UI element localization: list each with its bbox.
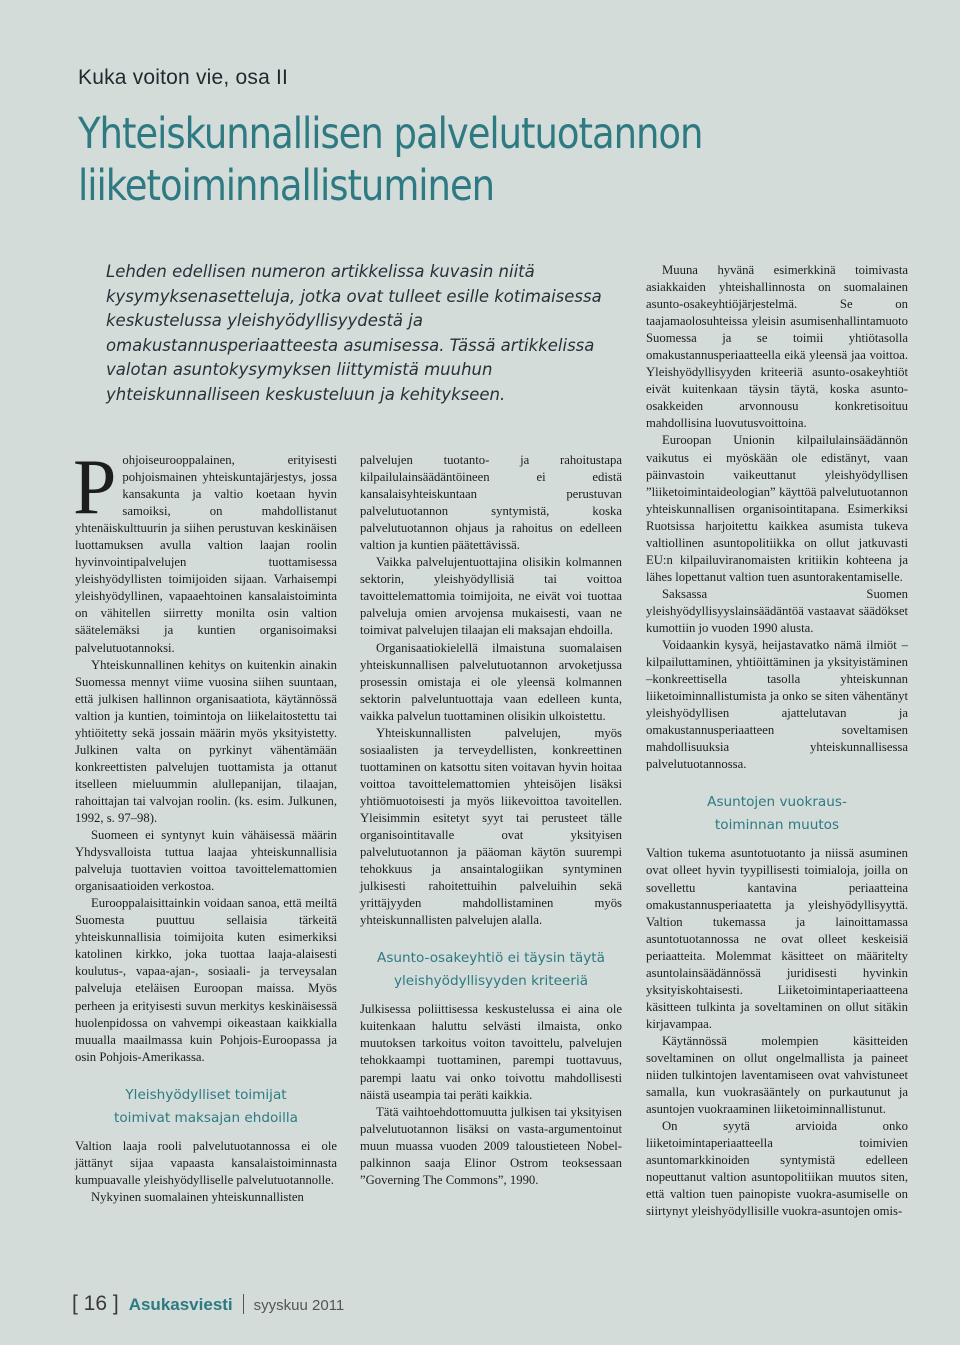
subheading-line: toimivat maksajan ehdoilla [114, 1109, 298, 1126]
page-footer [72, 1292, 344, 1316]
paragraph: palvelujen tuotanto- ja rahoitustapa kilpailulainsäädäntöineen ei edistä kansalaisyhteiskuntaan perustuvan palvelutuotannon syntymistä, koska palvelutuotannon ohjaus ja rahoitus on edelleen valtion ja kuntien päätettävissä. [360, 453, 622, 553]
drop-cap: P [73, 443, 117, 530]
title-line-1: Yhteiskunnallisen palvelutuotannon [78, 109, 703, 159]
subheading [360, 947, 622, 993]
column-2 [360, 452, 622, 1189]
paragraph: Yhteiskunnallinen kehitys on kuitenkin ainakin Suomessa mennyt viime vuosina siihen suuntaan, että julkisen hallinnon organisaatiota, käytännössä valtion ja kuntien, toimintoja on liikelaitostettu tai yhtiöitetty sekä jossain määrin myös yksityistetty. Julkinen valta on pyrkinyt vähentämään konkreettisten palvelujen tuottamista ja ottanut itselleen mieluummin alullepanijan, tilaajan, rahoittajan tai valvojan roolin. (ks. esim. Julkunen, 1992, s. 97–98). [75, 657, 337, 825]
paragraph [73, 443, 337, 657]
paragraph-text: ohjoiseurooppalainen, erityisesti pohjoismainen yhteiskuntajärjestys, jossa kansakunta ja valtio koetaan hyvin samoiksi, on mahdollistanut yhtenäiskulttuurin ja siihen perustuvan keskinäisen luottamuksen avulla valtion laajan roolin hyvinvointipalvelujen tuottamisessa yleishyödyllisten toimijoiden sijaan. Varhaisempi yleishyödyllinen, vapaaehtoinen kansalaistoiminta on vähitellen siirretty monilta osin valtion säätelemäksi ja kuntien organisoimaksi palvelutuotannoksi. [75, 453, 337, 655]
column-3 [646, 262, 908, 1220]
paragraph: Suomeen ei syntynyt kuin vähäisessä määrin Yhdysvalloista tuttua laajaa yhteiskunnallisia palveluja tuottavien voittoa tavoittelemattomien organisaatioiden verkostoa. [75, 828, 337, 894]
footer-divider [243, 1294, 244, 1314]
column-1 [73, 443, 337, 1206]
paragraph: On syytä arvioida onko liiketoimintaperiaatteella toimivien asuntomarkkinoiden syntymistä edelleen nopeuttanut valtion asuntopolitiikan muutos siten, että valtion tuen painopiste vuokra-asumiselle on siirtynyt yleishyödyllisille vuokra-asuntojen omis- [646, 1119, 908, 1219]
paragraph: Vaikka palvelujentuottajina olisikin kolmannen sektorin, yleishyödyllisiä tai voittoa tavoittelemattomia toimijoita, ne eivät voi tuottaa palveluja omien arvojensa mukaisesti, vaan ne toimivat palvelujen tilaajan eli maksajan ehdoilla. [360, 555, 622, 638]
lead-paragraph: Lehden edellisen numeron artikkelissa kuvasin niitä kysymyksenasetteluja, jotka ovat tulleet esille kotimaisessa keskustelussa yleishyödyllisyydestä ja omakustannusperiaatteesta asumisessa. Tässä artikkelissa valotan asuntokysymyksen liittymistä muuhun yhteiskunnalliseen keskusteluun ja kehitykseen. [106, 262, 602, 404]
article-title [78, 108, 895, 212]
paragraph: Muuna hyvänä esimerkkinä toimivasta asiakkaiden yhteishallinnosta on suomalainen asunto-osakeyhtiöjärjestelmä. Se on taajamaolosuhteissa yleisin asumisenhallintamuoto Suomessa ja se toimii yhtiötasolla omakustannusperiaatteella eikä yleensä jaa voittoa. Yleishyödyllisyyden kriteeriä asunto-osakeyhtiöt eivät kuitenkaan täysin täytä, koska asunto-osakkeiden arvonnousu konkretisoituu mahdollisina luovutusvoittoina. [646, 263, 908, 431]
paragraph: Valtion laaja rooli palvelutuotannossa ei ole jättänyt sijaa vapaasta kansalaistoiminnasta kumpuavalle yleishyödylliselle palvelutuotannolle. [75, 1138, 337, 1187]
subheading-line: toiminnan muutos [714, 817, 840, 834]
page-number: [ 16 ] [72, 1292, 119, 1315]
subheading-line: Asuntojen vuokraus- [707, 794, 847, 811]
magazine-name: Asukasviesti [128, 1295, 233, 1314]
paragraph: Organisaatiokielellä ilmaistuna suomalaisen yhteiskunnallisen palvelutuotannon arvoketjussa prosessin omistaja ei ole yleensä kolmannen sektorin palveluntuottaja vaan edelleen kunta, vaikka palvelun tuottaminen olisikin ulkoistettu. [360, 640, 622, 723]
paragraph: Nykyinen suomalainen yhteiskunnallisten [91, 1189, 304, 1204]
paragraph: Käytännössä molempien käsitteiden soveltaminen on ollut ongelmallista ja paineet niiden tulkintojen laventamiseen ovat vahvistuneet samalla, kun vuokrasääntely on purkautunut ja asuntojen vuokraaminen liiketoiminnallistunut. [646, 1033, 908, 1117]
series-label: Kuka voiton vie, osa II [78, 66, 289, 89]
paragraph: Tätä vaihtoehdottomuutta julkisen tai yksityisen palvelutuotannon lisäksi on vasta-argumentoinut muun muassa vuoden 2009 taloustieteen Nobel-palkinnon saaja Elinor Ostrom teoksessaan ”Governing The Commons”, 1990. [360, 1104, 622, 1187]
subheading-line: yleishyödyllisyyden kriteeriä [393, 973, 589, 990]
title-line-2: liiketoiminnallistuminen [78, 161, 495, 211]
subheading-line: Asunto-osakeyhtiö ei täysin täytä [377, 950, 605, 967]
paragraph: Voidaankin kysyä, heijastavatko nämä ilmiöt – kilpailuttaminen, yhtiöittäminen ja yksityistäminen –konkreettisella tasolla yhteiskunnan liiketoiminnallistumista ja onko se siten vähentänyt yleishyödyllisen ajattelutavan ja omakustannusperiaatteen soveltamisen mahdollisuuksia yhteiskunnallisessa palvelutuotannossa. [646, 638, 908, 772]
subheading [646, 791, 908, 837]
paragraph: Eurooppalaisittainkin voidaan sanoa, että meiltä Suomesta puuttuu sellaisia tärkeitä yhteiskunnallisia toimijoita kuten esimerkiksi katolinen kirkko, joka tuottaa laaja-alaisesti koulutus-, vapaa-ajan-, sosiaali- ja terveysalan palveluja eteläisen Euroopan maissa. Myös perheen ja erityisesti suvun merkitys keskinäisessä huolenpidossa on vahvempi oikeastaan kaikkialla muualla maailmassa kuin Pohjois-Euroopassa ja osin Pohjois-Amerikassa. [75, 896, 337, 1064]
issue-date: syyskuu 2011 [253, 1297, 345, 1314]
subheading-line: Yleishyödylliset toimijat [125, 1086, 287, 1103]
paragraph: Julkisessa poliittisessa keskustelussa ei aina ole kuitenkaan haluttu selvästi ilmaista, onko muutoksen tarkoitus voiton tavoittelu, palvelujen tehokkaampi tuottaminen, parempi tuottavuus, parempi laatu vai onko toivottu mahdollisesti näistä useampia tai peräti kaikkia. [360, 1002, 622, 1102]
paragraph: Valtion tukema asuntotuotanto ja niissä asuminen ovat olleet hyvin tyypillisesti toimialoja, joilla on sovellettu kantavina periaatteina omakustannusperiaatetta ja yleishyödyllisyyttä. Valtion tukemassa ja lainoittamassa asuntotuotannossa ne ovat olleet keskeisiä periaatteita. Molemmat käsitteet on määritelty asuntolainsäädännössä juridisesti hyvinkin yksityiskohtaisesti. Liiketoimintaperiaatteena käsitteen tulkinta ja soveltaminen on ollut sitäkin kirjavampaa. [646, 846, 908, 1031]
paragraph: Euroopan Unionin kilpailulainsäädännön vaikutus ei myöskään ole edistänyt, vaan päinvastoin vaikeuttanut yleishyödyllisen ”liiketoimintaideologian” käyttöä palvelutuotannon yhteiskunnallisen organisointitapana. Esimerkiksi Ruotsissa harjoitettu kaikkea asumista tukeva valtiollinen asuntopolitiikka on ollut jatkuvasti EU:n kilpailuviranomaisten kritiikin kohteena ja lähes lopettanut valtion tuen asuntorakentamiselle. [646, 433, 908, 584]
paragraph: Saksassa Suomen yleishyödyllisyyslainsäädäntöä vastaavat säädökset kumottiin jo vuoden 1990 alusta. [646, 586, 908, 635]
paragraph: Yhteiskunnallisten palvelujen, myös sosiaalisten ja terveydellisten, konkreettinen tuottaminen on katsottu siten voitavan hyvin hoitaa voittoa tavoittelemattomien yhteisöjen lisäksi yhtiömuotoisesti ja myös liikevoittoa tavoitellen. Yleisimmin esitetyt syyt tai perusteet tälle organisointitavalle ovat yksityisen palvelutuotannon ja pääoman käytön suurempi tehokkuus ja ansaintalogiikan syntyminen julkisesti rahoitettuihin palveluihin sekä yrittäjyyden mahdollistaminen myös yhteiskunnallisten palvelujen alalla. [360, 725, 622, 928]
subheading [75, 1084, 337, 1130]
